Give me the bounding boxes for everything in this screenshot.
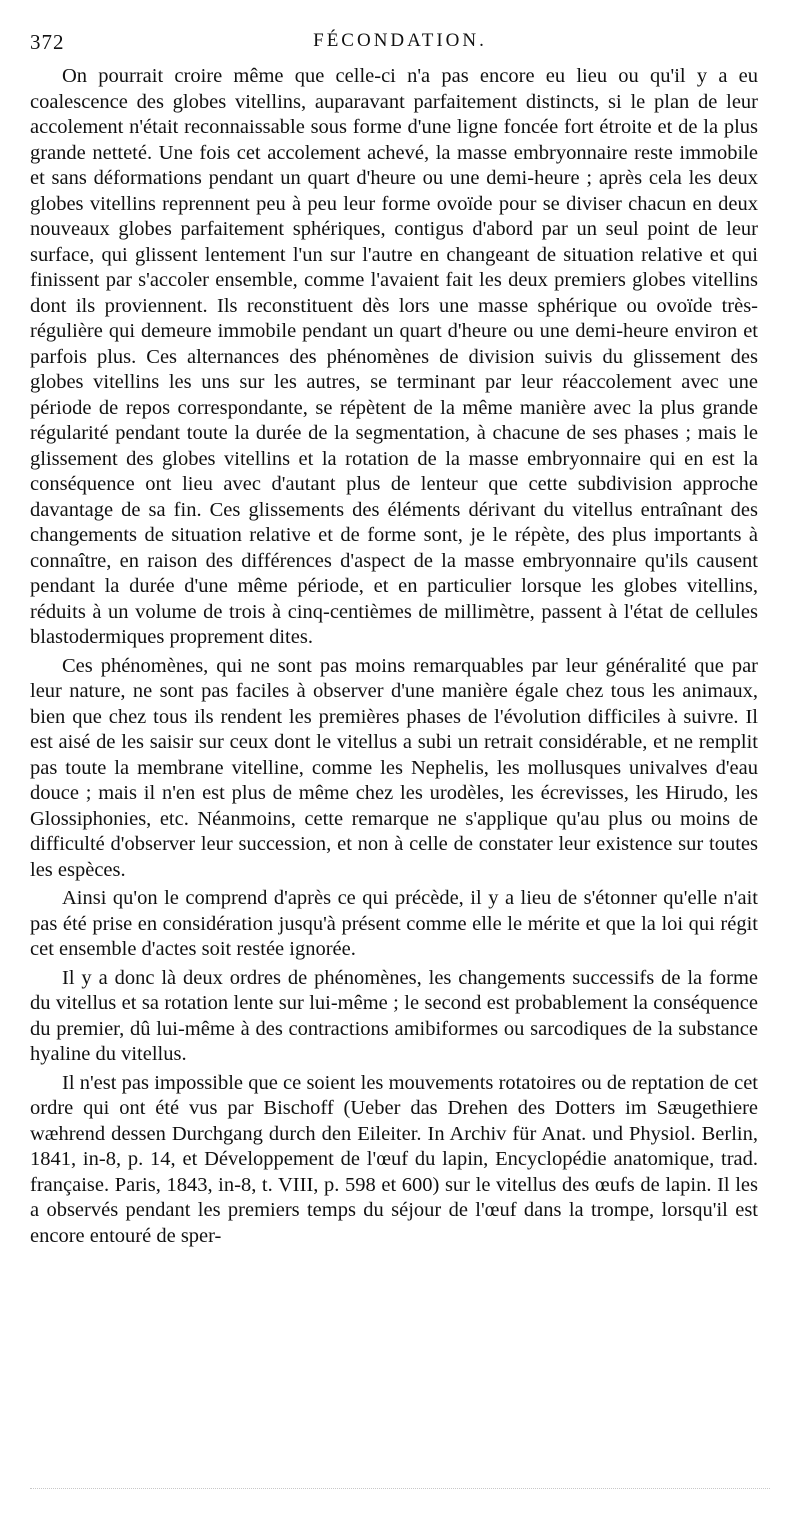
paragraph-4: Il y a donc là deux ordres de phénomènes, les changements successifs de la forme du vitellus et sa rotation lente sur lui-même ; le second est probablement la conséquence du premier, dû lui-même à des contractions amibiformes ou sarcodiques de la substance hyaline du vitellus. <box>30 966 758 1065</box>
paragraph-1: On pourrait croire même que celle-ci n'a pas encore eu lieu ou qu'il y a eu coalescence des globes vitellins, auparavant parfaitement distincts, si le plan de leur accolement n'était reconnaissable sous forme d'une ligne foncée fort étroite et de la plus grande netteté. Une fois cet accolement achevé, la masse embryonnaire reste immobile et sans déformations pendant un quart d'heure ou une demi-heure ; après cela les deux globes vitellins reprennent peu à peu leur forme ovoïde pour se diviser chacun en deux nouveaux globes parfaitement sphériques, contigus d'abord par un seul point de leur surface, qui glissent lentement l'un sur l'autre en changeant de situation relative et qui finissent par s'accoler ensemble, comme l'avaient fait les deux premiers globes vitellins dont ils proviennent. Ils reconstituent dès lors une masse sphérique ou ovoïde très-régulière qui demeure immobile pendant un quart d'heure ou une demi-heure environ et parfois plus. Ces alternances des phénomènes de division suivis du glissement des globes vitellins les uns sur les autres, se terminant par leur réaccolement avec une période de repos correspondante, se répètent de la même manière avec la plus grande régularité pendant toute la durée de la segmentation, à chacune de ses phases ; mais le glissement des globes vitellins et la rotation de la masse embryonnaire qui en est la conséquence ont lieu avec d'autant plus de lenteur que cette subdivision approche davantage de sa fin. Ces glissements des éléments dérivant du vitellus entraînant des changements de situation relative et de forme sont, je le répète, des plus importants à connaître, en raison des différences d'aspect de la masse embryonnaire qu'ils causent pendant la durée d'une même période, et en particulier lorsque les globes vitellins, réduits à un volume de trois à cinq-centièmes de millimètre, passent à l'état de cellules blastodermiques proprement dites. <box>30 65 758 648</box>
running-head <box>30 30 770 60</box>
paragraph-3: Ainsi qu'on le comprend d'après ce qui précède, il y a lieu de s'étonner qu'elle n'ait pas été prise en considération jusqu'à présent comme elle le mérite et que la loi qui régit cet ensemble d'actes soit restée ignorée. <box>30 887 758 960</box>
paragraph-5: Il n'est pas impossible que ce soient les mouvements rotatoires ou de reptation de cet ordre qui ont été vus par Bischoff (Ueber das Drehen des Dotters im Sæugethiere wæhrend dessen Durchgang durch den Eileiter. In Archiv für Anat. und Physiol. Berlin, 1841, in-8, p. 14, et Développement de l'œuf du lapin, Encyclopédie anatomique, trad. française. Paris, 1843, in-8, t. VIII, p. 598 et 600) sur le vitellus des œufs de lapin. Il les a observés pendant les premiers temps du séjour de l'œuf dans la trompe, lorsqu'il est encore entouré de sper- <box>30 1071 758 1247</box>
body-text <box>30 64 758 1249</box>
paragraph-2: Ces phénomènes, qui ne sont pas moins remarquables par leur généralité que par leur nature, ne sont pas faciles à observer d'une manière égale chez tous les animaux, bien que chez tous ils rendent les premières phases de l'évolution difficiles à suivre. Il est aisé de les saisir sur ceux dont le vitellus a subi un retrait considérable, et ne remplit pas toute la membrane vitelline, comme les Nephelis, les mollusques univalves d'eau douce ; mais il n'en est plus de même chez les urodèles, les écrevisses, les Hirudo, les Glossiphonies, etc. Néanmoins, cette remarque ne s'applique qu'au plus ou moins de difficulté d'observer leur succession, et non à celle de constater leur existence sur toutes les espèces. <box>30 654 758 881</box>
bottom-dotted-rule <box>30 1488 770 1489</box>
running-title: FÉCONDATION. <box>313 30 487 51</box>
page-number: 372 <box>30 30 65 54</box>
